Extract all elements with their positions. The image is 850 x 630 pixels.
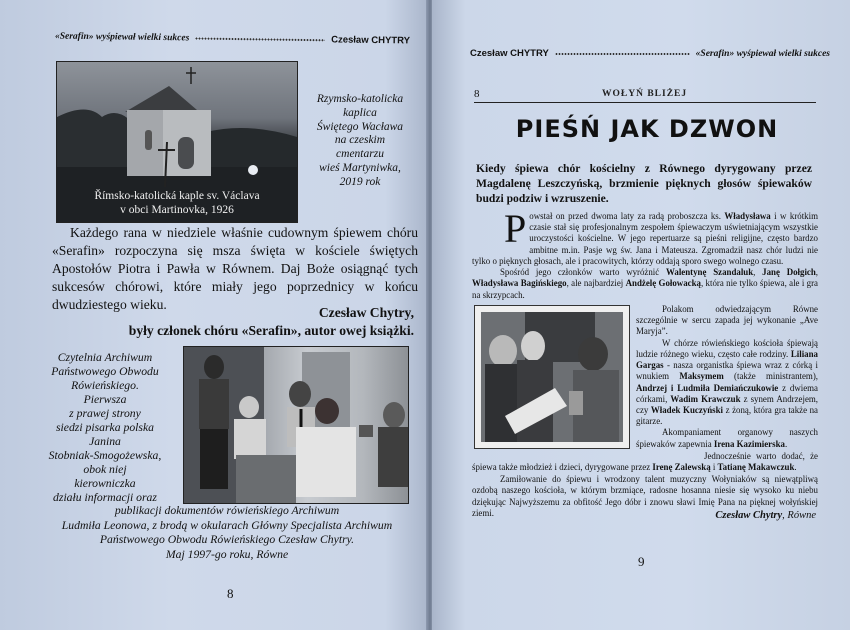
paragraph-closing: Zamiłowanie do śpiewu i wrodzony talent muzyczny Wołyniaków są niewątpliwą ozdobą naszego kościoła, w którym brzmiące, radosne hosanna niesie się wysoko ku niebu dziękując Najwyższemu za obfitość Jego dóbr i znowu sławi Imię Pana na pięknej wołyńskiej ziemi. [472, 473, 818, 518]
clipping-header [474, 88, 816, 103]
chapel-side-caption: Rzymsko-katolicka kaplica Świętego Wacława na czeskim cmentarzu wieś Martyniwka, 2019 rok [316, 93, 404, 188]
drop-cap: P [504, 206, 527, 251]
paragraph-families: W chórze rówieńskiego kościoła śpiewają ludzie różnego wieku, często całe rodziny. Liliana Gargas - nasza organistka śpiewa wraz z córką i wnukiem Maksymem (także ministrantem), Andrzej i Ludmiła Demiańczukowie z dwiema córkami, Wadim Krawczuk z synem Andrzejem, czy Władek Kuczyński z żoną, która gra także na gitarze. [636, 337, 819, 427]
paragraph-youth: Jednocześnie warto dodać, że śpiewa także młodzież i dzieci, dyrygowane przez Irenę Zalewską i Tatianę Makawczuk. [472, 451, 818, 473]
main-paragraph: Każdego rana w niedziele właśnie cudownym śpiewem chóru «Serafin» rozpoczyna się msza święta w kościele świętych Apostołów Piotra i Pawła w Równem. Daj Boże osiągnąć tych sukcesów chórowi, które miały jego poprzednicy w końcu dwudziestego wieku. [52, 225, 418, 312]
signature-block: Czesław Chytry, były członek chóru «Serafin», autor owej książki. [128, 305, 414, 338]
reading-room-side-caption: Czytelnia Archiwum Państwowego Obwodu Rówieńskiego. Pierwsza z prawej strony siedzi pisarka polska Janina Stobniak-Smogożewska, obok niej kierowniczka działu informacji oraz [48, 351, 162, 505]
page-number-right: 9 [638, 554, 645, 569]
paragraph-organ: Akompaniament organowy naszych śpiewaków zapewnia Irena Kazimierska. [636, 427, 818, 449]
reading-room-photo [183, 346, 409, 504]
reading-room-bottom-caption: publikacji dokumentów rówieńskiego Archiwum Ludmiła Leonowa, z brodą w okularach Główny Specjalista Archiwum Państwowego Obwodu Rówieńskiego Czesław Chytry. Maj 1997-go roku, Równe [61, 504, 393, 561]
page-number-left: 8 [227, 586, 234, 601]
running-head-dots [195, 36, 325, 42]
clipping-headline: PIEŚŃ JAK DZWON [515, 115, 779, 143]
right-page [432, 0, 850, 630]
clipping-lead: Kiedy śpiewa chór kościelny z Równego dyrygowany przez Magdalenę Leszczyńską, brzmienie pięknych głosów śpiewaków budzi podziw i wzruszenie. [476, 162, 812, 206]
clipping-section: WOŁYŃ BLIŻEJ [602, 89, 688, 99]
chapel-photo [56, 61, 298, 223]
reading-room-illustration [184, 347, 408, 503]
running-head-author: Czesław CHYTRY [470, 48, 549, 59]
running-head-author: Czesław CHYTRY [331, 34, 411, 47]
article-top: Powstał on przed dwoma laty za radą proboszcza ks. Władysława i w krótkim czasie stał się profesjonalnym zespołem śpiewaczym uświetniającym wszystkie uroczystości kościelne. W jego repertuarze są pieśni religijne, często bardzo ambitne m.in. Pasje wg św. Jana i Mateusza. Zgromadził nasz chór ludzi nie tylko o pięknych głosach, ale i pracowitych, którzy oddają sporo swego wolnego czasu. Spośród jego członków warto wyróżnić Walentynę Szandaluk, Janę Dołgich, Władysława Bagińskiego, ale najbardziej Andżelę Gołowacką, która nie tylko śpiewa, ale i gra na skrzypcach. [472, 206, 819, 300]
running-head-left [55, 31, 410, 47]
running-head-right [470, 48, 830, 59]
paragraph-members: Spośród jego członków warto wyróżnić Walentynę Szandaluk, Janę Dołgich, Władysława Bagińskiego, ale najbardziej Andżelę Gołowacką, która nie tylko śpiewa, ale i gra na skrzypcach. [472, 267, 819, 300]
paragraph-ave-maryja: Polakom odwiedzającym Równe szczególnie w sercu zapada jej wykonanie „Ave Maryja”. [636, 304, 818, 337]
choir-photo [474, 305, 630, 449]
clipping-page-number: 8 [474, 88, 480, 100]
running-head-dots [555, 52, 690, 56]
running-head-title: «Serafin» wyśpiewał wielki sukces [54, 31, 190, 43]
chapel-photo-caption: Římsko-katolická kaple sv. Václava v obci Martinovka, 1926 [94, 190, 260, 217]
running-head-title: «Serafin» wyśpiewał wielki sukces [695, 48, 830, 59]
choir-illustration [475, 306, 629, 448]
article-right-column [636, 304, 818, 450]
clipping-signature: Czesław Chytry, Równe [715, 510, 816, 521]
